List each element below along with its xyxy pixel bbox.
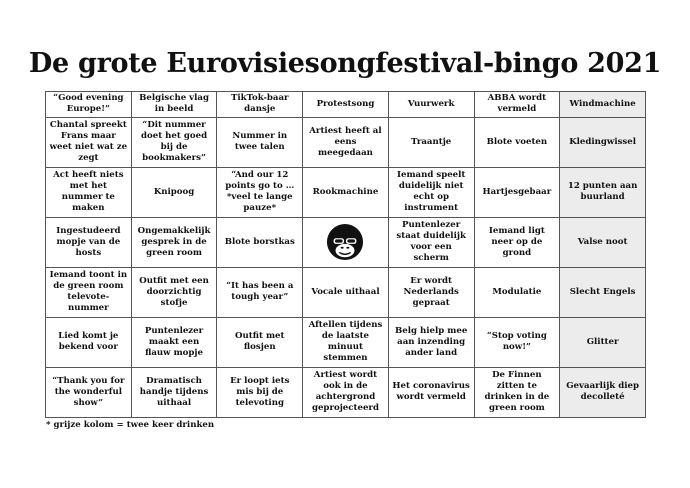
bingo-cell: Dramatisch handje tijdens uithaal [131, 367, 217, 417]
bingo-row [46, 167, 646, 217]
bingo-cell: ABBA wordt vermeld [474, 92, 560, 118]
bingo-cell-grey: Slecht Engels [560, 267, 646, 317]
bingo-cell-grey: 12 punten aan buurland [560, 167, 646, 217]
bingo-cell: Belg hielp mee aan inzending ander land [388, 317, 474, 367]
bingo-cell: Rookmachine [303, 167, 389, 217]
bingo-cell: Ongemakkelijk gesprek in de green room [131, 217, 217, 267]
bingo-cell: Artiest heeft al eens meegedaan [303, 117, 389, 167]
bingo-cell: Knipoog [131, 167, 217, 217]
bingo-cell: Vuurwerk [388, 92, 474, 118]
gorilla-with-sunglasses-icon [326, 223, 364, 261]
bingo-cell: TikTok-baar dansje [217, 92, 303, 118]
bingo-cell: Nummer in twee talen [217, 117, 303, 167]
bingo-cell: Het coronavirus wordt vermeld [388, 367, 474, 417]
bingo-cell-grey: Gevaarlijk diep decolleté [560, 367, 646, 417]
bingo-cell: Aftellen tijdens de laatste minuut stemmen [303, 317, 389, 367]
bingo-cell-grey: Glitter [560, 317, 646, 367]
bingo-cell: Belgische vlag in beeld [131, 92, 217, 118]
bingo-row [46, 217, 646, 267]
bingo-cell: “Thank you for the wonderful show” [46, 367, 132, 417]
bingo-cell: “And our 12 points go to … *veel te lange pauze* [217, 167, 303, 217]
bingo-cell-grey: Windmachine [560, 92, 646, 118]
bingo-row [46, 267, 646, 317]
bingo-cell: “Stop voting now!” [474, 317, 560, 367]
bingo-cell: Iemand ligt neer op de grond [474, 217, 560, 267]
bingo-grid [45, 91, 646, 418]
bingo-cell: Modulatie [474, 267, 560, 317]
bingo-cell: Lied komt je bekend voor [46, 317, 132, 367]
bingo-cell: Outfit met flosjen [217, 317, 303, 367]
bingo-row [46, 117, 646, 167]
bingo-cell: Blote voeten [474, 117, 560, 167]
bingo-cell: Iemand speelt duidelijk niet echt op instrument [388, 167, 474, 217]
bingo-cell: “Dit nummer doet het goed bij de bookmakers” [131, 117, 217, 167]
bingo-cell: Puntenlezer staat duidelijk voor een scherm [388, 217, 474, 267]
bingo-free-cell [303, 217, 389, 267]
page-title: De grote Eurovisiesongfestival-bingo 2021 [28, 48, 662, 79]
bingo-cell: De Finnen zitten te drinken in de green room [474, 367, 560, 417]
bingo-cell: “It has been a tough year” [217, 267, 303, 317]
bingo-cell: Puntenlezer maakt een flauw mopje [131, 317, 217, 367]
bingo-cell: Chantal spreekt Frans maar weet niet wat ze zegt [46, 117, 132, 167]
bingo-cell: Ingestudeerd mopje van de hosts [46, 217, 132, 267]
bingo-cell: Vocale uithaal [303, 267, 389, 317]
bingo-cell: Protestsong [303, 92, 389, 118]
bingo-cell: “Good evening Europe!” [46, 92, 132, 118]
bingo-cell: Traantje [388, 117, 474, 167]
bingo-cell-grey: Valse noot [560, 217, 646, 267]
bingo-cell: Iemand toont in de green room televote-nummer [46, 267, 132, 317]
bingo-cell: Artiest wordt ook in de achtergrond geprojecteerd [303, 367, 389, 417]
bingo-cell: Er loopt iets mis bij de televoting [217, 367, 303, 417]
bingo-cell: Outfit met een doorzichtig stofje [131, 267, 217, 317]
bingo-cell: Er wordt Nederlands gepraat [388, 267, 474, 317]
bingo-row [46, 92, 646, 118]
bingo-cell: Blote borstkas [217, 217, 303, 267]
bingo-cell-grey: Kledingwissel [560, 117, 646, 167]
bingo-row [46, 367, 646, 417]
footnote: * grijze kolom = twee keer drinken [46, 420, 215, 430]
bingo-cell: Hartjesgebaar [474, 167, 560, 217]
bingo-row [46, 317, 646, 367]
bingo-cell: Act heeft niets met het nummer te maken [46, 167, 132, 217]
